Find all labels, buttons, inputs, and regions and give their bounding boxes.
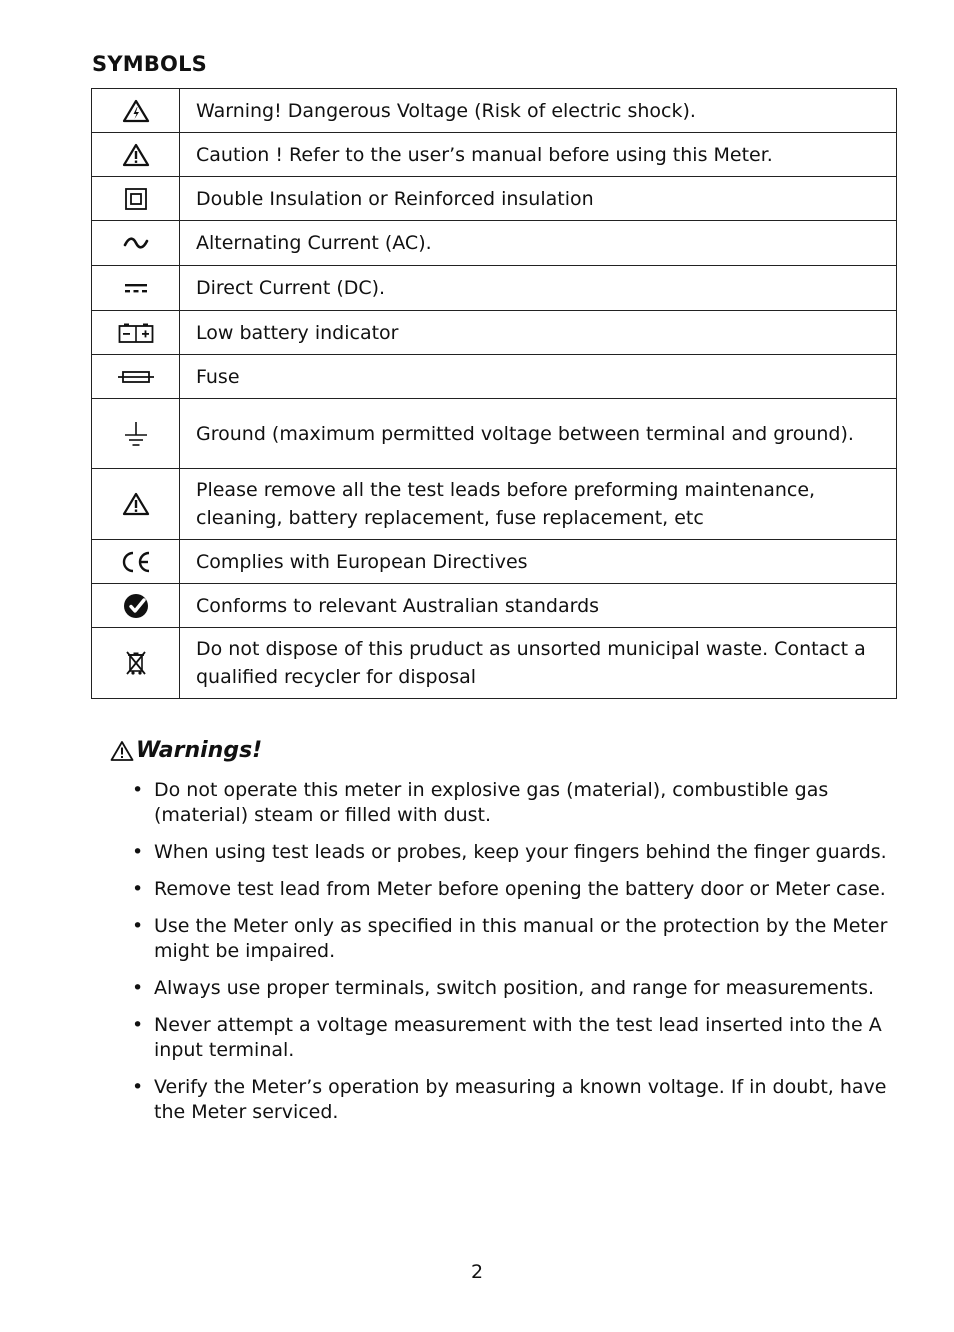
caution-icon	[110, 740, 134, 762]
table-row	[92, 399, 897, 469]
table-row	[92, 469, 897, 540]
symbol-description: Alternating Current (AC).	[180, 221, 897, 266]
caution-icon	[122, 143, 150, 167]
symbol-description: Caution ! Refer to the user’s manual before using this Meter.	[180, 133, 897, 177]
page-number: 2	[470, 1261, 484, 1283]
list-item: • Always use proper terminals, switch position, and range for measurements.	[132, 976, 896, 1001]
symbol-description: Please remove all the test leads before preforming maintenance, cleaning, battery replacement, fuse replacement, etc	[180, 469, 897, 540]
table-row	[92, 540, 897, 584]
section-heading: SYMBOLS	[92, 52, 207, 76]
warnings-list	[132, 778, 896, 1137]
symbol-description: Warning! Dangerous Voltage (Risk of electric shock).	[180, 89, 897, 133]
list-item: • Verify the Meter’s operation by measuring a known voltage. If in doubt, have the Meter serviced.	[132, 1075, 896, 1125]
table-row	[92, 355, 897, 399]
table-row	[92, 584, 897, 628]
list-item: • Never attempt a voltage measurement with the test lead inserted into the A input terminal.	[132, 1013, 896, 1063]
symbols-table	[91, 88, 897, 699]
table-row	[92, 628, 897, 699]
table-row	[92, 311, 897, 355]
battery-icon	[118, 322, 154, 344]
ground-icon	[123, 421, 149, 447]
dangerous-voltage-icon	[122, 99, 150, 123]
double-insulation-icon	[124, 187, 148, 211]
table-row	[92, 133, 897, 177]
symbol-description: Conforms to relevant Australian standards	[180, 584, 897, 628]
table-row	[92, 266, 897, 311]
list-item: • Use the Meter only as specified in this manual or the protection by the Meter might be impaired.	[132, 914, 896, 964]
ac-icon	[122, 236, 150, 250]
symbol-description: Do not dispose of this pruduct as unsorted municipal waste. Contact a qualified recycler for disposal	[180, 628, 897, 699]
symbol-description: Fuse	[180, 355, 897, 399]
caution-icon	[122, 492, 150, 516]
c-tick-icon	[123, 593, 149, 619]
symbol-description: Double Insulation or Reinforced insulation	[180, 177, 897, 221]
table-row	[92, 221, 897, 266]
symbol-description: Direct Current (DC).	[180, 266, 897, 311]
ce-mark-icon	[120, 550, 152, 574]
symbol-description: Complies with European Directives	[180, 540, 897, 584]
warnings-heading	[110, 738, 262, 763]
table-row	[92, 89, 897, 133]
list-item: • When using test leads or probes, keep your fingers behind the finger guards.	[132, 840, 896, 865]
weee-bin-icon	[125, 649, 147, 677]
warnings-title: Warnings!	[136, 738, 263, 763]
list-item: • Do not operate this meter in explosive gas (material), combustible gas (material) steam or filled with dust.	[132, 778, 896, 828]
dc-icon	[122, 281, 150, 295]
list-item: • Remove test lead from Meter before opening the battery door or Meter case.	[132, 877, 896, 902]
fuse-icon	[117, 369, 155, 385]
symbol-description: Ground (maximum permitted voltage between terminal and ground).	[180, 399, 897, 469]
symbol-description: Low battery indicator	[180, 311, 897, 355]
table-row	[92, 177, 897, 221]
